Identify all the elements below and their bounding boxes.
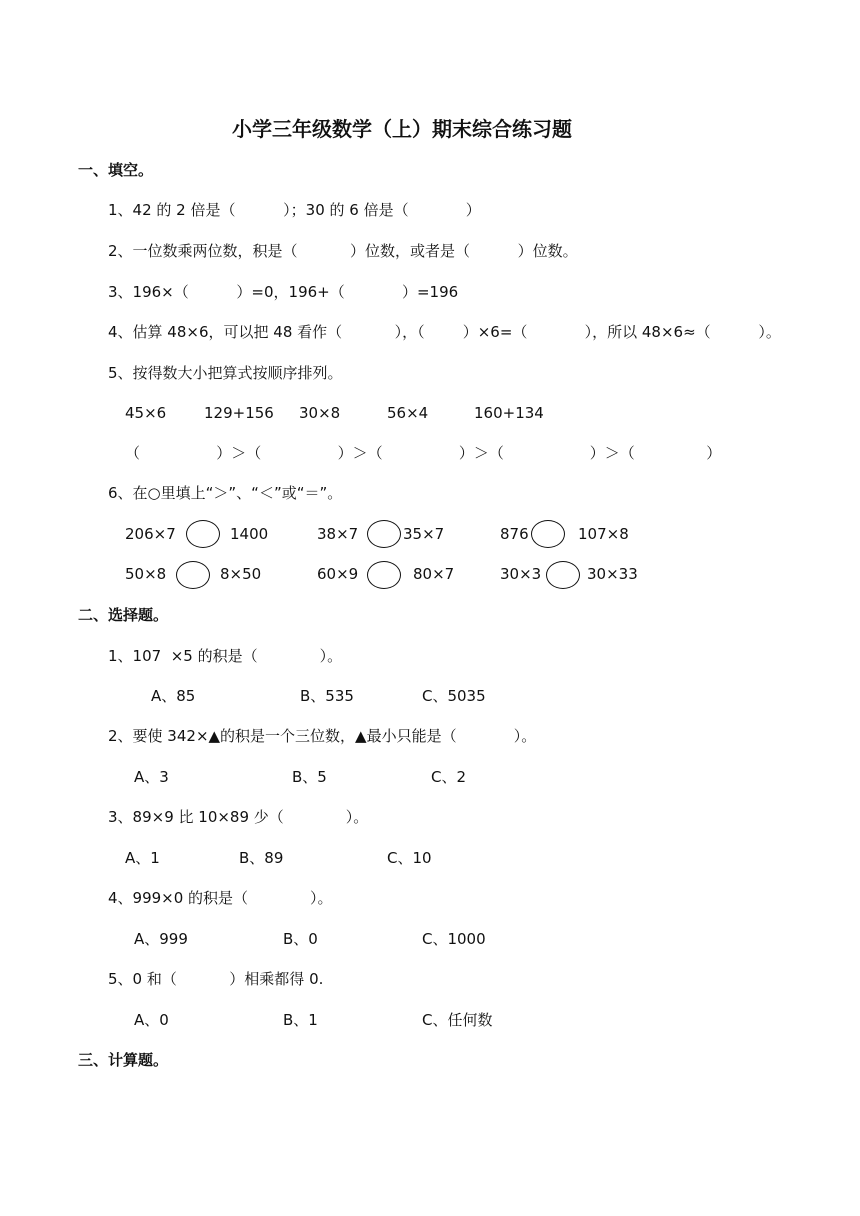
compare-right: 107×8 <box>578 525 629 543</box>
compare-circle[interactable] <box>546 561 580 589</box>
ordering-expression: 45×6 <box>125 404 167 422</box>
choice-option-a[interactable]: A、3 <box>134 768 169 786</box>
compare-left: 876 <box>500 525 529 543</box>
compare-circle[interactable] <box>176 561 210 589</box>
choice-option-b[interactable]: B、89 <box>239 849 284 867</box>
fill-question-4: 4、估算 48×6，可以把 48 看作（ ），（ ）×6=（ ），所以 48×6≈（ ）。 <box>108 323 781 341</box>
compare-left: 206×7 <box>125 525 176 543</box>
choice-option-b[interactable]: B、0 <box>283 930 318 948</box>
ordering-expression: 160+134 <box>474 404 544 422</box>
compare-circle[interactable] <box>367 520 401 548</box>
compare-right: 80×7 <box>413 565 455 583</box>
choice-option-a[interactable]: A、999 <box>134 930 188 948</box>
choice-question-3: 3、89×9 比 10×89 少（ ）。 <box>108 808 369 826</box>
section-1-heading: 一、填空。 <box>78 161 154 179</box>
compare-right: 1400 <box>230 525 269 543</box>
compare-right: 30×33 <box>587 565 638 583</box>
choice-option-b[interactable]: B、5 <box>292 768 327 786</box>
compare-circle[interactable] <box>531 520 565 548</box>
choice-option-c[interactable]: C、1000 <box>422 930 486 948</box>
compare-circle[interactable] <box>186 520 220 548</box>
choice-option-a[interactable]: A、1 <box>125 849 160 867</box>
fill-question-3: 3、196×（ ）=0，196+（ ）=196 <box>108 283 459 301</box>
fill-question-2: 2、一位数乘两位数，积是（ ）位数，或者是（ ）位数。 <box>108 242 578 260</box>
ordering-expression: 56×4 <box>387 404 429 422</box>
choice-option-c[interactable]: C、2 <box>431 768 467 786</box>
fill-question-5: 5、按得数大小把算式按顺序排列。 <box>108 364 343 382</box>
choice-question-4: 4、999×0 的积是（ ）。 <box>108 889 333 907</box>
ordering-expression: 30×8 <box>299 404 341 422</box>
choice-question-5: 5、0 和（ ）相乘都得 0. <box>108 970 324 988</box>
compare-left: 50×8 <box>125 565 167 583</box>
choice-question-1: 1、107 ×5 的积是（ ）。 <box>108 647 343 665</box>
choice-option-a[interactable]: A、85 <box>151 687 196 705</box>
choice-option-b[interactable]: B、1 <box>283 1011 318 1029</box>
choice-question-2: 2、要使 342×▲的积是一个三位数，▲最小只能是（ ）。 <box>108 727 537 745</box>
choice-option-a[interactable]: A、0 <box>134 1011 169 1029</box>
fill-question-6: 6、在○里填上“＞”、“＜”或“＝”。 <box>108 484 343 502</box>
choice-option-b[interactable]: B、535 <box>300 687 354 705</box>
compare-left: 38×7 <box>317 525 359 543</box>
compare-right: 35×7 <box>403 525 445 543</box>
ordering-answer-blanks: （ ）＞（ ）＞（ ）＞（ ）＞（ ） <box>125 444 722 462</box>
section-3-heading: 三、计算题。 <box>78 1051 169 1069</box>
compare-left: 30×3 <box>500 565 542 583</box>
compare-right: 8×50 <box>220 565 262 583</box>
choice-option-c[interactable]: C、任何数 <box>422 1011 493 1029</box>
ordering-expression: 129+156 <box>204 404 274 422</box>
section-2-heading: 二、选择题。 <box>78 606 169 624</box>
page-title: 小学三年级数学（上）期末综合练习题 <box>232 117 572 141</box>
compare-circle[interactable] <box>367 561 401 589</box>
choice-option-c[interactable]: C、5035 <box>422 687 486 705</box>
fill-question-1: 1、42 的 2 倍是（ ）；30 的 6 倍是（ ） <box>108 201 481 219</box>
choice-option-c[interactable]: C、10 <box>387 849 432 867</box>
compare-left: 60×9 <box>317 565 359 583</box>
